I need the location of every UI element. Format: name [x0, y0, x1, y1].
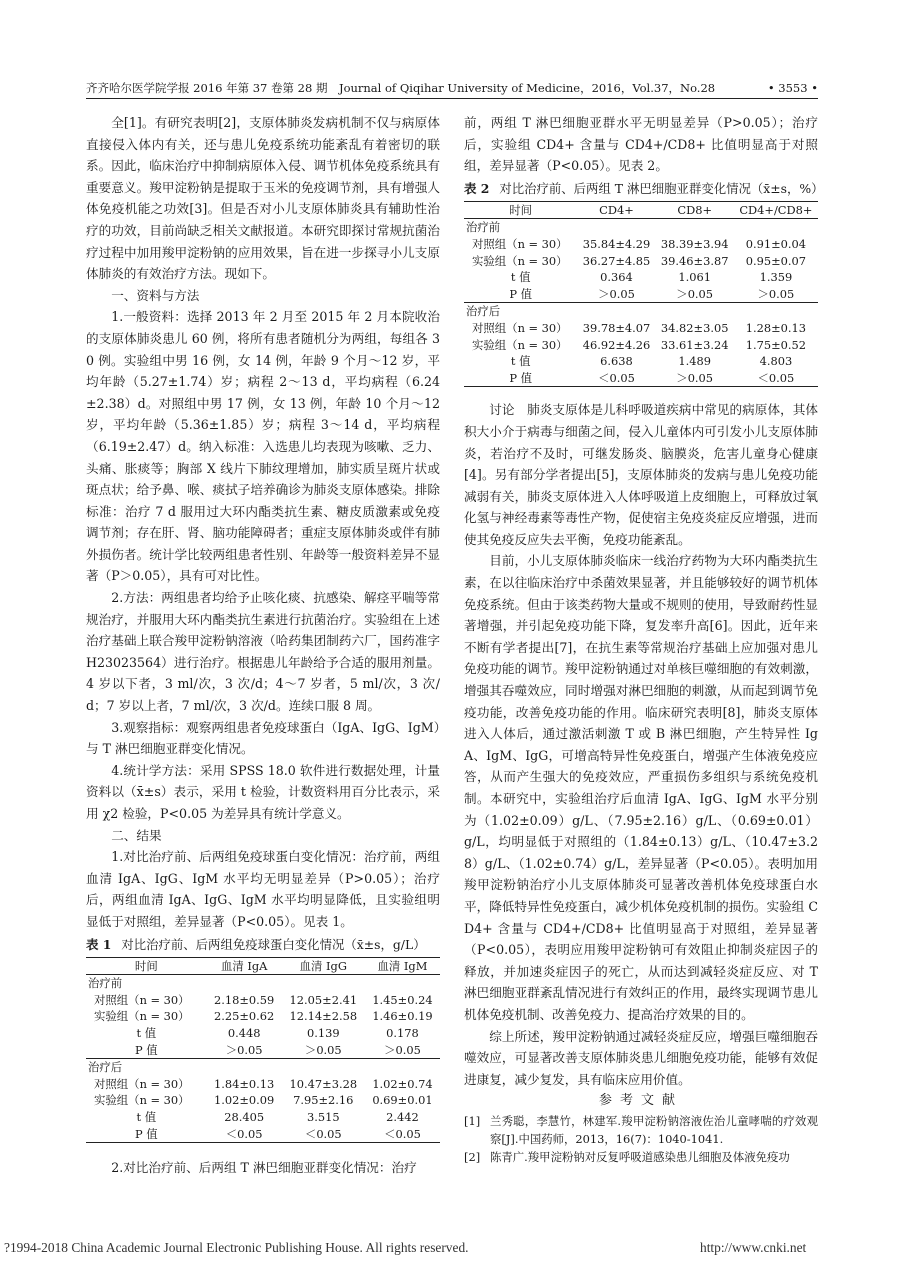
table-cell: 1.061 — [678, 270, 711, 285]
table-cell: ＜0.05 — [734, 370, 818, 387]
section-heading-results: 二、结果 — [111, 827, 162, 843]
table-cell: 2.442 — [386, 1109, 419, 1124]
table-row — [86, 1008, 440, 1025]
statistics-paragraph: 4.统计学方法：采用 SPSS 18.0 软件进行数据处理，计量资料以（x̄±s）表示，采用 t 检验，计数资料用百分比表示，采用 χ2 检验，P<0.05 为差异具有统计学意义。 — [86, 762, 440, 821]
table-cell: 6.638 — [600, 354, 633, 369]
row-label: 实验组（n = 30） — [94, 1009, 190, 1024]
table-row — [86, 1076, 440, 1093]
reference-number: [2] — [464, 1150, 481, 1165]
table-cell: 1.02±0.74 — [372, 1076, 433, 1091]
table-cell: 7.95±2.16 — [293, 1093, 354, 1108]
table2-title: 对比治疗前、后两组 T 淋巴细胞亚群变化情况（x̄±s，%） — [499, 180, 824, 196]
table-cell: 0.448 — [227, 1025, 261, 1040]
table-cell: ＞0.05 — [207, 1042, 282, 1059]
table-cell: 38.39±3.94 — [660, 236, 729, 251]
discussion-paragraph-1: 讨论 肺炎支原体是儿科呼吸道疾病中常见的病原体，其体积大小介于病毒与细菌之间，侵入儿童体内可引发小儿支原体肺炎，若治疗不及时，可继发肠炎、脑膜炎，危害儿童身心健康[4]。另有部分学者提出[5]，支原体肺炎的发病与患儿免疫功能减弱有关，肺炎支原体进入人体呼吸道上皮细胞上，可释放过氧化氢与神经毒素等毒性产物，促使宿主免疫炎症反应增强，进而使其免疫反应失去平衡，免疫功能紊乱。 — [464, 402, 818, 547]
table-cell: 0.178 — [386, 1025, 419, 1040]
table-row — [464, 269, 818, 286]
table-cell: 10.47±3.28 — [289, 1076, 358, 1091]
cnki-link[interactable]: http://www.cnki.net — [700, 1240, 807, 1255]
copyright-footer — [0, 1240, 901, 1262]
row-label: t 值 — [510, 354, 531, 369]
table-cell: 1.359 — [759, 270, 793, 285]
table1-header-cell: 血清 IgG — [282, 957, 365, 975]
table-cell: 34.82±3.05 — [660, 320, 729, 335]
discussion-paragraph-2: 目前，小儿支原体肺炎临床一线治疗药物为大环内酯类抗生素，在以往临床治疗中杀菌效果显著，并且能够较好的调节机体免疫系统。但由于该类药物大量或不规则的使用，导致耐药性显著增强，并引起免疫功能下降，复发率升高[6]。因此，近年来不断有学者提出[7]，在抗生素等常规治疗基础上应加强对患儿免疫功能的调节。羧甲淀粉钠通过对单核巨噬细胞的有效刺激，增强其吞噬效应，同时增强对淋巴细胞的刺激，从而起到调节免疫功能，改善免疫功能的作用。临床研究表明[8]，肺炎支原体进入人体后，通过激活刺激 T 或 B 淋巴细胞，产生特异性 IgA、IgM、IgG，可增高特异性免疫蛋白，增强产生体液免疫应答，从而产生强大的免疫效应，严重损伤多组织与系统免疫机制。本研究中，实验组治疗后血清 IgA、IgG、IgM 水平分别为（1.02±0.09）g/L、（7.95±2.16）g/L、（0.69±0.01）g/L，均明显低于对照组的（1.84±0.13）g/L、（10.47±3.28）g/L、（1.02±0.74）g/L，差异显著（P<0.05）。表明加用羧甲淀粉钠治疗小儿支原体肺炎可显著改善机体免疫球蛋白水平，降低特异性免疫蛋白，减少机体免疫机制的损伤。实验组 CD4+ 含量与 CD4+/CD8+ 比值明显高于对照组，差异显著（P<0.05），表明应用羧甲淀粉钠可有效阻止抑制炎症因子的释放，并加速炎症因子的死亡，从而达到减轻炎症反应、对 T 淋巴细胞亚群紊乱情况进行有效纠正的作用，最终实现调节患儿机体免疫机制、改善免疫力、提高治疗效果的目的。 — [464, 553, 818, 1022]
table-cell: 1.489 — [678, 354, 711, 369]
methods-paragraph: 2.方法：两组患者均给予止咳化痰、抗感染、解痉平喘等常规治疗，并服用大环内酯类抗生素进行抗菌治疗。实验组在上述治疗基础上联合羧甲淀粉钠溶液（哈药集团制药六厂，国药准字 H23023564）进行治疗。根据患儿年龄给予合适的服用剂量。4 岁以下者，3 ml/次，3 次/d；4～7 岁者，5 ml/次，3 次/d；7 岁以上者，7 ml/次，3 次/d。连续口服 8 周。 — [86, 590, 440, 714]
table-row — [86, 1126, 440, 1143]
table-cell: 1.84±0.13 — [214, 1076, 275, 1091]
table2-header-cell: CD4+/CD8+ — [734, 201, 818, 219]
table1-header-cell: 血清 IgM — [365, 957, 440, 975]
reference-item — [464, 1112, 818, 1148]
references-heading: 参考文献 — [598, 1093, 683, 1109]
conclusion-paragraph: 综上所述，羧甲淀粉钠通过减轻炎症反应，增强巨噬细胞吞噬效应，可显著改善支原体肺炎患儿细胞免疫功能，能够有效促进康复，减少复发，具有临床应用价值。 — [464, 1028, 818, 1087]
group-label: 治疗前 — [466, 220, 501, 235]
running-header — [86, 80, 818, 99]
table-cell: ＞0.05 — [656, 286, 734, 303]
row-label: 对照组（n = 30） — [94, 1076, 190, 1091]
group-label: 治疗后 — [88, 1060, 123, 1075]
table-cell: 28.405 — [224, 1109, 265, 1124]
table-cell: 12.14±2.58 — [289, 1009, 358, 1024]
table-row — [464, 236, 818, 253]
left-column — [86, 112, 440, 1176]
results-paragraph-2-cont: 前，两组 T 淋巴细胞亚群水平无明显差异（P>0.05）；治疗后，实验组 CD4+ 含量与 CD4+/CD8+ 比值明显高于对照组，差异显著（P<0.05）。见表 2。 — [464, 115, 818, 174]
row-label: 对照组（n = 30） — [472, 236, 568, 251]
table-cell: ＞0.05 — [365, 1042, 440, 1059]
table-row — [464, 353, 818, 370]
row-label: t 值 — [136, 1109, 157, 1124]
table-row — [86, 1092, 440, 1109]
table-cell: 4.803 — [759, 354, 793, 369]
table1-header-row — [86, 957, 440, 975]
table-cell: ＞0.05 — [577, 286, 655, 303]
table1 — [86, 957, 440, 1144]
row-label: 对照组（n = 30） — [94, 992, 190, 1007]
table2-group-row — [464, 303, 818, 320]
table2-group-row — [464, 219, 818, 236]
row-label: 实验组（n = 30） — [472, 253, 568, 268]
table-cell: ＞0.05 — [656, 370, 734, 387]
table-cell: 1.02±0.09 — [214, 1093, 275, 1108]
table-cell: ＞0.05 — [734, 286, 818, 303]
row-label: 实验组（n = 30） — [94, 1093, 190, 1108]
table2 — [464, 201, 818, 388]
table-cell: ＞0.05 — [282, 1042, 365, 1059]
table1-label: 表 1 — [86, 936, 112, 952]
table1-group-row — [86, 1059, 440, 1076]
table-cell: 0.69±0.01 — [372, 1093, 433, 1108]
table-cell: 39.46±3.87 — [660, 253, 729, 268]
table-cell: 1.46±0.19 — [372, 1009, 433, 1024]
reference-text: 陈青广.羧甲淀粉钠对反复呼吸道感染患儿细胞及体液免疫功 — [490, 1150, 790, 1165]
table2-header-cell: CD8+ — [656, 201, 734, 219]
table1-header-cell: 时间 — [86, 957, 207, 975]
row-label: 实验组（n = 30） — [472, 337, 568, 352]
reference-text: 兰秀聪，李慧竹，林建军.羧甲淀粉钠溶液佐治儿童哮喘的疗效观察[J].中国药师，2013，16(7)：1040-1041. — [490, 1114, 818, 1147]
table-row — [464, 286, 818, 303]
indicators-paragraph: 3.观察指标：观察两组患者免疫球蛋白（IgA、IgG、IgM）与 T 淋巴细胞亚群变化情况。 — [86, 719, 440, 757]
table2-header-cell: 时间 — [464, 201, 577, 219]
table-row — [86, 992, 440, 1009]
journal-citation: 齐齐哈尔医学院学报 2016 年第 37 卷第 28 期 Journal of Qiqihar University of Medicine，2016，Vol.37，No.28 — [86, 81, 716, 95]
group-label: 治疗后 — [466, 304, 501, 319]
right-column — [464, 112, 824, 1165]
table2-header-cell: CD4+ — [577, 201, 655, 219]
row-label: P 值 — [464, 286, 577, 303]
table-row — [464, 337, 818, 354]
results-paragraph-2: 2.对比治疗前、后两组 T 淋巴细胞亚群变化情况：治疗 — [111, 1160, 417, 1176]
table-cell: ＜0.05 — [282, 1126, 365, 1143]
general-data-paragraph: 1.一般资料：选择 2013 年 2 月至 2015 年 2 月本院收治的支原体肺炎患儿 60 例，将所有患者随机分为两组，每组各 30 例。实验组中男 16 例，女 14 例，年龄 9 个月～12 岁，平均年龄（5.27±1.74）岁；病程 2～13 d，平均病程（6.24±2.38）d。对照组中男 17 例，女 13 例，年龄 10 个月～12 岁，平均年龄（5.36±1.85）岁；病程 3～14 d，平均病程（6.19±2.47）d。纳入标准：入选患儿均表现为咳嗽、乏力、头痛、胀痰等；胸部 X 线片下肺纹理增加，肺实质呈斑片状或斑点状；给予鼻、喉、痰拭子培养确诊为肺炎支原体感染。排除标准：治疗 7 d 服用过大环内酯类抗生素、糖皮质激素或免疫调节剂；存在肝、肾、脑功能障碍者；重症支原体肺炎或伴有肺外损伤者。统计学比较两组患者性别、年龄等一般资料差异不显著（P＞0.05），具有可对比性。 — [86, 309, 440, 584]
table-cell: 0.139 — [307, 1025, 340, 1040]
row-label: t 值 — [510, 270, 531, 285]
table1-group-row — [86, 975, 440, 992]
row-label: 对照组（n = 30） — [472, 320, 568, 335]
table1-caption — [86, 935, 440, 955]
table-cell: 46.92±4.26 — [582, 337, 651, 352]
table1-header-cell: 血清 IgA — [207, 957, 282, 975]
row-label: P 值 — [86, 1042, 207, 1059]
table-cell: 35.84±4.29 — [582, 236, 651, 251]
table-row — [464, 253, 818, 270]
table-cell: ＜0.05 — [207, 1126, 282, 1143]
table-cell: 1.28±0.13 — [745, 320, 807, 335]
row-label: P 值 — [464, 370, 577, 387]
section-heading-methods: 一、资料与方法 — [111, 287, 200, 303]
table-cell: 39.78±4.07 — [582, 320, 651, 335]
table-cell: 2.25±0.62 — [214, 1009, 275, 1024]
table-cell: 1.45±0.24 — [372, 992, 433, 1007]
table-cell: 12.05±2.41 — [289, 992, 358, 1007]
group-label: 治疗前 — [88, 976, 123, 991]
table-cell: 0.91±0.04 — [745, 236, 807, 251]
table-cell: ＜0.05 — [365, 1126, 440, 1143]
table-cell: ＜0.05 — [577, 370, 655, 387]
table-cell: 36.27±4.85 — [582, 253, 651, 268]
table1-title: 对比治疗前、后两组免疫球蛋白变化情况（x̄±s，g/L） — [121, 936, 426, 952]
table-cell: 1.75±0.52 — [745, 337, 807, 352]
reference-item — [464, 1148, 818, 1166]
table-row — [464, 370, 818, 387]
table-row — [86, 1042, 440, 1059]
results-paragraph-1: 1.对比治疗前、后两组免疫球蛋白变化情况：治疗前，两组血清 IgA、IgG、IgM 水平均无明显差异（P>0.05）；治疗后，两组血清 IgA、IgG、IgM 水平均明显降低，且实验组明显低于对照组，差异显著（P<0.05）。见表 1。 — [86, 849, 440, 929]
page-number: • 3553 • — [767, 81, 818, 95]
table2-label: 表 2 — [464, 180, 490, 196]
row-label: P 值 — [86, 1126, 207, 1143]
table-row — [86, 1025, 440, 1042]
table-row — [86, 1109, 440, 1126]
table-cell: 0.364 — [600, 270, 633, 285]
reference-number: [1] — [464, 1114, 481, 1129]
table-cell: 33.61±3.24 — [660, 337, 729, 352]
table2-header-row — [464, 201, 818, 219]
table-row — [464, 320, 818, 337]
table-cell: 0.95±0.07 — [745, 253, 807, 268]
table-cell: 2.18±0.59 — [214, 992, 275, 1007]
intro-paragraph: 全[1]。有研究表明[2]，支原体肺炎发病机制不仅与病原体直接侵入体内有关，还与患儿免疫系统功能紊乱有着密切的联系。因此，临床治疗中抑制病原体入侵、调节机体免疫系统具有重要意义。羧甲淀粉钠是提取于玉米的免疫调节剂，具有增强人体免疫机能之功效[3]。但是否对小儿支原体肺炎具有辅助性治疗的功效，目前尚缺乏相关文献报道。本研究即探讨常规抗菌治疗过程中加用羧甲淀粉钠的应用效果，旨在进一步探寻小儿支原体肺炎的有效治疗方法。现如下。 — [86, 115, 440, 282]
table-cell: 3.515 — [307, 1109, 340, 1124]
row-label: t 值 — [136, 1025, 157, 1040]
copyright-notice: ?1994-2018 China Academic Journal Electronic Publishing House. All rights reserved. — [4, 1240, 469, 1255]
table2-caption — [464, 179, 824, 199]
